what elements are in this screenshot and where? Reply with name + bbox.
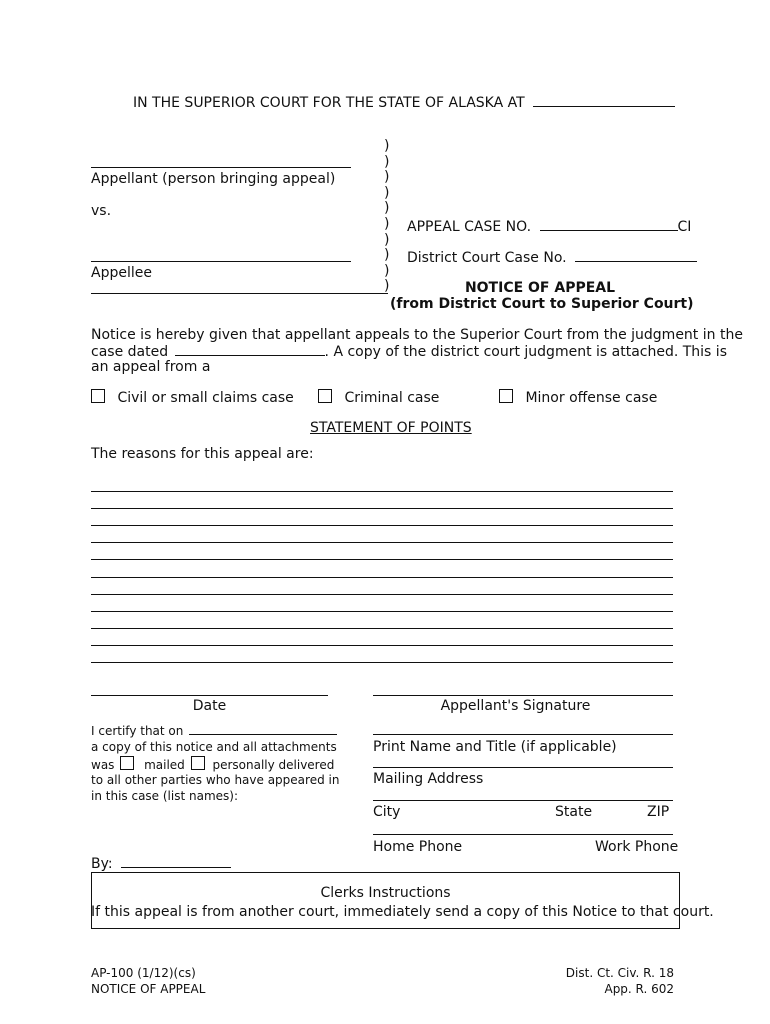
clerk-instructions-text: If this appeal is from another court, immediately send a copy of this Notice to that court.	[91, 904, 714, 920]
rule-1: Dist. Ct. Civ. R. 18	[565, 966, 674, 980]
mailing-address-label: Mailing Address	[373, 771, 484, 787]
caption-bottom-line	[91, 293, 388, 294]
court-title: IN THE SUPERIOR COURT FOR THE STATE OF ALASKA AT	[133, 94, 675, 111]
caption-parentheses: ) ) ) ) ) ) ) ) ) )	[384, 138, 390, 295]
judgment-date-field[interactable]	[175, 343, 325, 356]
personally-delivered-checkbox[interactable]	[191, 756, 205, 770]
date-line[interactable]	[91, 695, 328, 696]
notice-line-3: an appeal from a	[91, 359, 211, 375]
mailing-address-line[interactable]	[373, 767, 673, 768]
phone-line[interactable]	[373, 834, 673, 835]
criminal-case-option[interactable]: Criminal case	[318, 389, 439, 406]
home-phone-label: Home Phone	[373, 839, 463, 855]
by-signature: By:	[91, 855, 231, 872]
mailed-checkbox[interactable]	[120, 756, 134, 770]
form-title: NOTICE OF APPEAL	[464, 280, 616, 296]
versus-label: vs.	[91, 203, 112, 219]
reason-line[interactable]	[91, 508, 673, 509]
by-signature-field[interactable]	[121, 855, 231, 868]
certificate-line-1: I certify that on	[91, 722, 337, 738]
appellant-name-line[interactable]	[91, 167, 351, 168]
service-date-field[interactable]	[189, 722, 337, 735]
form-number: AP-100 (1/12)(cs)	[91, 966, 196, 980]
criminal-case-checkbox[interactable]	[318, 389, 332, 403]
reason-line[interactable]	[91, 525, 673, 526]
reason-line[interactable]	[91, 645, 673, 646]
appellant-label: Appellant (person bringing appeal)	[91, 171, 336, 187]
certificate-line-2: a copy of this notice and all attachments	[91, 740, 337, 754]
reason-line[interactable]	[91, 628, 673, 629]
clerk-instructions-heading: Clerks Instructions	[320, 885, 451, 901]
district-case-number-field[interactable]	[575, 249, 697, 262]
city-state-zip-line[interactable]	[373, 800, 673, 801]
print-name-line[interactable]	[373, 734, 673, 735]
form-subtitle: (from District Court to Superior Court)	[390, 296, 694, 312]
rule-2: App. R. 602	[604, 982, 674, 996]
appellee-label: Appellee	[91, 265, 152, 281]
court-location-field[interactable]	[533, 94, 675, 107]
minor-offense-checkbox[interactable]	[499, 389, 513, 403]
reason-line[interactable]	[91, 491, 673, 492]
reason-line[interactable]	[91, 559, 673, 560]
appellant-signature-line[interactable]	[373, 695, 673, 696]
reason-line[interactable]	[91, 662, 673, 663]
notice-line-1: Notice is hereby given that appellant appeals to the Superior Court from the judgment in the	[91, 327, 743, 343]
statement-heading: STATEMENT OF POINTS	[310, 420, 472, 436]
appeal-case-number-field[interactable]	[540, 218, 678, 231]
print-name-label: Print Name and Title (if applicable)	[373, 739, 617, 755]
date-label: Date	[192, 698, 227, 714]
notice-line-2: case dated . A copy of the district court judgment is attached. This is	[91, 344, 727, 360]
work-phone-label: Work Phone	[595, 839, 679, 855]
reason-line[interactable]	[91, 577, 673, 578]
form-name: NOTICE OF APPEAL	[91, 982, 206, 996]
appellee-name-line[interactable]	[91, 261, 351, 262]
civil-case-option[interactable]: Civil or small claims case	[91, 389, 294, 406]
reason-line[interactable]	[91, 594, 673, 595]
appellant-signature-label: Appellant's Signature	[440, 698, 591, 714]
certificate-line-3: was mailed personally delivered	[91, 758, 335, 772]
minor-offense-option[interactable]: Minor offense case	[499, 389, 657, 406]
certificate-line-4: to all other parties who have appeared in	[91, 773, 340, 787]
civil-case-checkbox[interactable]	[91, 389, 105, 403]
appeal-case-number: APPEAL CASE NO. CI	[407, 219, 692, 235]
zip-label: ZIP	[647, 804, 670, 820]
reasons-label: The reasons for this appeal are:	[91, 446, 314, 462]
reason-line[interactable]	[91, 611, 673, 612]
city-label: City	[373, 804, 401, 820]
district-case-number: District Court Case No.	[407, 249, 697, 266]
state-label: State	[555, 804, 593, 820]
reason-line[interactable]	[91, 542, 673, 543]
certificate-line-5: in this case (list names):	[91, 789, 238, 803]
